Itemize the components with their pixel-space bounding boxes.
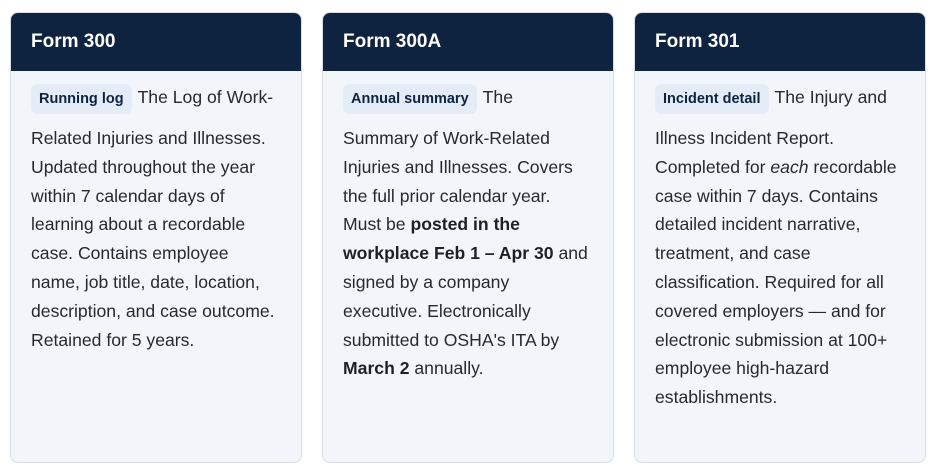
card-text: The Summary of Work-Related Injuries and Illnesses. Covers the full prior calendar year. Must be: [343, 87, 573, 235]
card-text-bold: posted in the workplace Feb 1 – Apr 30: [343, 214, 554, 264]
card-text-bold: March 2: [343, 358, 410, 379]
card-text: The Injury and Illness Incident Report. Completed for: [655, 87, 887, 177]
card-title: Form 300A: [323, 13, 613, 71]
card-text-italic: each: [770, 156, 809, 177]
card-title: Form 300: [11, 13, 301, 71]
card-badge: Annual summary: [343, 84, 477, 114]
card-description: [635, 71, 925, 412]
form-301-card: [634, 12, 926, 463]
form-300-card: [10, 12, 302, 463]
form-300a-card: [322, 12, 614, 463]
card-text: and signed by a company executive. Electronically submitted to OSHA's ITA by: [343, 243, 588, 350]
card-badge: Running log: [31, 84, 132, 114]
card-title: Form 301: [635, 13, 925, 71]
card-description: [11, 71, 301, 354]
card-text: The Log of Work-Related Injuries and Illnesses. Updated throughout the year within 7 calendar days of learning about a recordable case. Contains employee name, job title, date, location, description, and case outcome. Retained for 5 years.: [31, 87, 275, 350]
card-text: annually.: [409, 358, 484, 379]
card-description: [323, 71, 613, 383]
card-text: recordable case within 7 days. Contains detailed incident narrative, treatment, and case classification. Required for all covered employers — and for electronic submission at 100+ employee high-hazard establishments.: [655, 156, 897, 408]
card-badge: Incident detail: [655, 84, 769, 114]
